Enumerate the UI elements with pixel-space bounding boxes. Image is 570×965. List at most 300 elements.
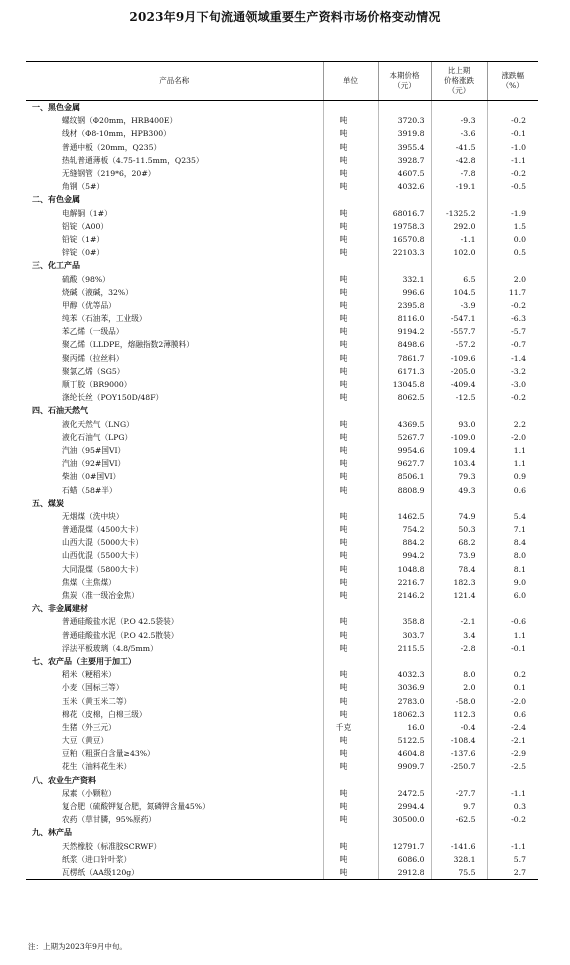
- cell-unit: 吨: [323, 127, 378, 140]
- cell-price: 5122.5: [378, 734, 431, 747]
- cell-pct: 0.5: [487, 246, 538, 259]
- cell-change: -57.2: [431, 338, 487, 351]
- cell-change: 182.3: [431, 576, 487, 589]
- table-row: [26, 483, 538, 496]
- cell-name: 焦炭（准一级冶金焦）: [62, 591, 139, 601]
- cell-change: [431, 497, 487, 510]
- cell-unit: [323, 602, 378, 615]
- cell-pct: -0.2: [487, 391, 538, 404]
- cell-price: 2115.5: [378, 642, 431, 655]
- cell-change: [431, 259, 487, 272]
- cell-change: -0.4: [431, 721, 487, 734]
- cell-price: 1462.5: [378, 510, 431, 523]
- cell-change: -1.1: [431, 233, 487, 246]
- cell-pct: 2.2: [487, 418, 538, 431]
- cell-unit: [323, 497, 378, 510]
- table-row: [26, 207, 538, 220]
- cell-name: 大豆（黄豆）: [62, 736, 109, 746]
- cell-unit: 吨: [323, 207, 378, 220]
- cell-change: 109.4: [431, 444, 487, 457]
- cell-pct: 9.0: [487, 576, 538, 589]
- cell-name: 汽油（95#国VI）: [62, 445, 126, 455]
- cell-change: 6.5: [431, 272, 487, 285]
- cell-price: [378, 193, 431, 206]
- cell-price: 754.2: [378, 523, 431, 536]
- cell-change: 78.4: [431, 563, 487, 576]
- cell-unit: 吨: [323, 141, 378, 154]
- cell-unit: 吨: [323, 338, 378, 351]
- cell-unit: 吨: [323, 760, 378, 773]
- table-row: [26, 563, 538, 576]
- cell-price: [378, 655, 431, 668]
- cell-name: 浮法平板玻璃（4.8/5mm）: [62, 643, 158, 653]
- category-label: 三、化工产品: [32, 261, 80, 271]
- table-row: [26, 286, 538, 299]
- cell-pct: 0.6: [487, 483, 538, 496]
- cell-unit: 吨: [323, 523, 378, 536]
- cell-change: [431, 101, 487, 115]
- cell-pct: 7.1: [487, 523, 538, 536]
- cell-pct: [487, 404, 538, 417]
- cell-unit: 吨: [323, 180, 378, 193]
- cell-price: 884.2: [378, 536, 431, 549]
- cell-name: 焦煤（主焦煤）: [62, 577, 116, 587]
- cell-price: 4604.8: [378, 747, 431, 760]
- cell-change: -3.9: [431, 299, 487, 312]
- table-row: [26, 444, 538, 457]
- cell-price: [378, 101, 431, 115]
- header-name: 产品名称: [26, 62, 323, 101]
- cell-price: 4369.5: [378, 418, 431, 431]
- cell-change: -250.7: [431, 760, 487, 773]
- cell-change: -7.8: [431, 167, 487, 180]
- cell-pct: 2.7: [487, 866, 538, 880]
- cell-price: 5267.7: [378, 431, 431, 444]
- header-pct: 涨跌幅 （%）: [487, 62, 538, 101]
- cell-unit: 吨: [323, 154, 378, 167]
- cell-pct: 1.1: [487, 629, 538, 642]
- cell-unit: 吨: [323, 220, 378, 233]
- cell-unit: 吨: [323, 840, 378, 853]
- cell-pct: -1.9: [487, 207, 538, 220]
- cell-unit: [323, 259, 378, 272]
- cell-price: 2216.7: [378, 576, 431, 589]
- cell-name: 生猪（外三元）: [62, 722, 116, 732]
- cell-name: 天然橡胶（标准胶SCRWF）: [62, 841, 162, 851]
- cell-price: 3928.7: [378, 154, 431, 167]
- cell-name: 螺纹钢（Φ20mm，HRB400E）: [62, 116, 178, 126]
- table-row: [26, 576, 538, 589]
- header-unit: 单位: [323, 62, 378, 101]
- table-row: [26, 615, 538, 628]
- cell-pct: 5.7: [487, 853, 538, 866]
- cell-pct: -6.3: [487, 312, 538, 325]
- cell-price: [378, 259, 431, 272]
- cell-name: 液化天然气（LNG）: [62, 419, 134, 429]
- cell-name: 涤纶长丝（POY150D/48F）: [62, 393, 164, 403]
- cell-price: 8062.5: [378, 391, 431, 404]
- cell-price: 19758.3: [378, 220, 431, 233]
- cell-change: -109.6: [431, 352, 487, 365]
- cell-change: -409.4: [431, 378, 487, 391]
- cell-unit: 吨: [323, 272, 378, 285]
- cell-unit: [323, 655, 378, 668]
- category-label: 四、石油天然气: [32, 406, 88, 416]
- cell-unit: 吨: [323, 800, 378, 813]
- cell-name: 锌锭（0#）: [62, 248, 105, 258]
- category-label: 八、农业生产资料: [32, 775, 96, 785]
- cell-change: 104.5: [431, 286, 487, 299]
- table-row: [26, 668, 538, 681]
- cell-name: 汽油（92#国VI）: [62, 459, 126, 469]
- cell-name: 山西大混（5000大卡）: [62, 538, 144, 548]
- cell-price: 3036.9: [378, 681, 431, 694]
- cell-name: 复合肥（硫酸钾复合肥，氮磷钾含量45%）: [62, 802, 210, 812]
- cell-price: 16.0: [378, 721, 431, 734]
- cell-unit: 千克: [323, 721, 378, 734]
- table-row: [26, 352, 538, 365]
- cell-unit: 吨: [323, 418, 378, 431]
- cell-change: [431, 193, 487, 206]
- cell-pct: -1.0: [487, 141, 538, 154]
- cell-pct: 0.1: [487, 681, 538, 694]
- table-row: [26, 470, 538, 483]
- cell-price: 303.7: [378, 629, 431, 642]
- cell-unit: 吨: [323, 391, 378, 404]
- table-row: [26, 787, 538, 800]
- cell-price: 9954.6: [378, 444, 431, 457]
- cell-change: -1325.2: [431, 207, 487, 220]
- cell-price: 18062.3: [378, 708, 431, 721]
- category-row: [26, 101, 538, 115]
- cell-name: 苯乙烯（一级品）: [62, 327, 124, 337]
- cell-name: 普通硅酸盐水泥（P.O 42.5散装）: [62, 630, 179, 640]
- cell-price: 2994.4: [378, 800, 431, 813]
- table-row: [26, 127, 538, 140]
- cell-name: 普通硅酸盐水泥（P.O 42.5袋装）: [62, 617, 179, 627]
- cell-change: [431, 774, 487, 787]
- cell-pct: -0.1: [487, 642, 538, 655]
- cell-change: -141.6: [431, 840, 487, 853]
- cell-unit: 吨: [323, 747, 378, 760]
- cell-name: 稻米（粳稻米）: [62, 670, 116, 680]
- cell-change: [431, 655, 487, 668]
- cell-unit: 吨: [323, 457, 378, 470]
- cell-price: 12791.7: [378, 840, 431, 853]
- cell-unit: 吨: [323, 444, 378, 457]
- cell-name: 线材（Φ8-10mm，HPB300）: [62, 129, 171, 139]
- cell-price: 9194.2: [378, 325, 431, 338]
- cell-name: 普通混煤（4500大卡）: [62, 525, 144, 535]
- table-row: [26, 391, 538, 404]
- cell-unit: 吨: [323, 167, 378, 180]
- table-row: [26, 800, 538, 813]
- cell-change: -205.0: [431, 365, 487, 378]
- cell-pct: -0.2: [487, 114, 538, 127]
- cell-change: 112.3: [431, 708, 487, 721]
- cell-price: 1048.8: [378, 563, 431, 576]
- cell-change: -557.7: [431, 325, 487, 338]
- cell-change: -3.6: [431, 127, 487, 140]
- cell-name: 花生（油料花生米）: [62, 762, 132, 772]
- cell-unit: 吨: [323, 694, 378, 707]
- table-row: [26, 853, 538, 866]
- cell-unit: 吨: [323, 536, 378, 549]
- table-row: [26, 180, 538, 193]
- cell-unit: 吨: [323, 378, 378, 391]
- cell-price: 2146.2: [378, 589, 431, 602]
- cell-name: 烧碱（液碱，32%）: [62, 287, 133, 297]
- cell-pct: 1.5: [487, 220, 538, 233]
- price-table: [26, 61, 538, 880]
- cell-name: 甲醇（优等品）: [62, 300, 116, 310]
- header-price: 本期价格 （元）: [378, 62, 431, 101]
- cell-name: 山西优混（5500大卡）: [62, 551, 144, 561]
- table-row: [26, 694, 538, 707]
- table-row: [26, 233, 538, 246]
- cell-unit: 吨: [323, 233, 378, 246]
- cell-change: [431, 602, 487, 615]
- cell-change: 93.0: [431, 418, 487, 431]
- cell-change: -62.5: [431, 813, 487, 826]
- cell-change: -108.4: [431, 734, 487, 747]
- cell-price: [378, 826, 431, 839]
- table-row: [26, 325, 538, 338]
- cell-pct: -0.2: [487, 167, 538, 180]
- cell-name: 玉米（黄玉米二等）: [62, 696, 132, 706]
- cell-name: 聚氯乙烯（SG5）: [62, 366, 125, 376]
- cell-pct: 0.3: [487, 800, 538, 813]
- cell-unit: 吨: [323, 681, 378, 694]
- cell-unit: 吨: [323, 576, 378, 589]
- cell-change: -2.1: [431, 615, 487, 628]
- table-row: [26, 167, 538, 180]
- cell-unit: 吨: [323, 286, 378, 299]
- cell-name: 液化石油气（LPG）: [62, 432, 133, 442]
- category-label: 五、煤炭: [32, 498, 64, 508]
- category-row: [26, 826, 538, 839]
- cell-unit: [323, 404, 378, 417]
- table-row: [26, 299, 538, 312]
- cell-unit: 吨: [323, 866, 378, 880]
- cell-change: 292.0: [431, 220, 487, 233]
- cell-unit: 吨: [323, 312, 378, 325]
- cell-price: 4032.3: [378, 668, 431, 681]
- category-row: [26, 404, 538, 417]
- cell-price: 30500.0: [378, 813, 431, 826]
- cell-unit: [323, 826, 378, 839]
- cell-name: 普通中板（20mm，Q235）: [62, 142, 162, 152]
- cell-unit: 吨: [323, 246, 378, 259]
- cell-price: 8808.9: [378, 483, 431, 496]
- cell-change: -58.0: [431, 694, 487, 707]
- cell-unit: 吨: [323, 325, 378, 338]
- cell-change: 103.4: [431, 457, 487, 470]
- cell-unit: 吨: [323, 708, 378, 721]
- cell-change: -9.3: [431, 114, 487, 127]
- cell-change: 68.2: [431, 536, 487, 549]
- cell-change: -12.5: [431, 391, 487, 404]
- cell-change: -547.1: [431, 312, 487, 325]
- cell-pct: -2.1: [487, 734, 538, 747]
- table-row: [26, 721, 538, 734]
- cell-unit: 吨: [323, 549, 378, 562]
- cell-name: 无烟煤（洗中块）: [62, 511, 124, 521]
- table-row: [26, 523, 538, 536]
- cell-pct: -3.2: [487, 365, 538, 378]
- cell-unit: 吨: [323, 352, 378, 365]
- cell-unit: 吨: [323, 365, 378, 378]
- cell-change: -41.5: [431, 141, 487, 154]
- cell-unit: 吨: [323, 563, 378, 576]
- cell-unit: [323, 774, 378, 787]
- cell-unit: 吨: [323, 642, 378, 655]
- cell-unit: 吨: [323, 629, 378, 642]
- cell-name: 农药（草甘膦，95%原药）: [62, 815, 156, 825]
- cell-name: 无缝钢管（219*6，20#）: [62, 169, 156, 179]
- table-row: [26, 642, 538, 655]
- cell-pct: 0.0: [487, 233, 538, 246]
- cell-pct: -1.1: [487, 840, 538, 853]
- category-label: 九、林产品: [32, 828, 72, 838]
- cell-name: 电解铜（1#）: [62, 208, 112, 218]
- cell-unit: 吨: [323, 114, 378, 127]
- category-label: 七、农产品（主要用于加工）: [32, 656, 136, 666]
- cell-price: 8498.6: [378, 338, 431, 351]
- category-row: [26, 774, 538, 787]
- table-row: [26, 365, 538, 378]
- cell-price: 3720.3: [378, 114, 431, 127]
- category-row: [26, 497, 538, 510]
- table-row: [26, 708, 538, 721]
- cell-pct: -2.5: [487, 760, 538, 773]
- table-row: [26, 681, 538, 694]
- cell-pct: -1.4: [487, 352, 538, 365]
- cell-name: 热轧普通薄板（4.75-11.5mm，Q235）: [62, 155, 204, 165]
- cell-pct: 1.1: [487, 457, 538, 470]
- cell-pct: [487, 774, 538, 787]
- category-row: [26, 602, 538, 615]
- cell-price: 3955.4: [378, 141, 431, 154]
- cell-name: 豆粕（粗蛋白含量≥43%）: [62, 749, 155, 759]
- cell-pct: -0.5: [487, 180, 538, 193]
- cell-price: 4607.5: [378, 167, 431, 180]
- cell-price: [378, 404, 431, 417]
- cell-price: 8116.0: [378, 312, 431, 325]
- cell-change: 2.0: [431, 681, 487, 694]
- footnote: 注：上期为2023年9月中旬。: [28, 942, 127, 951]
- category-row: [26, 655, 538, 668]
- cell-price: 16570.8: [378, 233, 431, 246]
- cell-name: 纯苯（石油苯，工业级）: [62, 314, 147, 324]
- cell-price: 2783.0: [378, 694, 431, 707]
- cell-name: 石蜡（58#半）: [62, 485, 117, 495]
- cell-change: 79.3: [431, 470, 487, 483]
- cell-unit: 吨: [323, 299, 378, 312]
- cell-name: 纸浆（进口针叶浆）: [62, 854, 132, 864]
- cell-pct: [487, 193, 538, 206]
- cell-name: 尿素（小颗粒）: [62, 788, 116, 798]
- cell-pct: -0.1: [487, 127, 538, 140]
- cell-price: 2395.8: [378, 299, 431, 312]
- cell-unit: 吨: [323, 813, 378, 826]
- cell-pct: -0.2: [487, 299, 538, 312]
- cell-price: 9909.7: [378, 760, 431, 773]
- cell-change: 102.0: [431, 246, 487, 259]
- cell-unit: 吨: [323, 510, 378, 523]
- table-row: [26, 840, 538, 853]
- cell-unit: 吨: [323, 431, 378, 444]
- cell-price: 994.2: [378, 549, 431, 562]
- cell-change: 121.4: [431, 589, 487, 602]
- cell-change: 328.1: [431, 853, 487, 866]
- table-body: [26, 101, 538, 880]
- category-label: 二、有色金属: [32, 195, 80, 205]
- cell-pct: -2.0: [487, 431, 538, 444]
- cell-name: 柴油（0#国VI）: [62, 472, 121, 482]
- cell-name: 铅锭（1#）: [62, 234, 105, 244]
- cell-name: 小麦（国标三等）: [62, 683, 124, 693]
- cell-change: 75.5: [431, 866, 487, 880]
- cell-unit: 吨: [323, 615, 378, 628]
- cell-unit: 吨: [323, 734, 378, 747]
- cell-price: [378, 497, 431, 510]
- cell-name: 聚丙烯（拉丝料）: [62, 353, 124, 363]
- table-row: [26, 457, 538, 470]
- table-row: [26, 418, 538, 431]
- cell-pct: [487, 655, 538, 668]
- cell-price: 9627.7: [378, 457, 431, 470]
- cell-name: 铝锭（A00）: [62, 221, 109, 231]
- cell-change: 8.0: [431, 668, 487, 681]
- cell-unit: 吨: [323, 787, 378, 800]
- cell-pct: -5.7: [487, 325, 538, 338]
- cell-price: 6171.3: [378, 365, 431, 378]
- cell-price: 8506.1: [378, 470, 431, 483]
- cell-pct: 8.0: [487, 549, 538, 562]
- cell-change: 49.3: [431, 483, 487, 496]
- table-row: [26, 549, 538, 562]
- category-row: [26, 193, 538, 206]
- cell-name: 棉花（皮棉，白棉三级）: [62, 709, 147, 719]
- cell-unit: 吨: [323, 470, 378, 483]
- table-row: [26, 114, 538, 127]
- cell-price: [378, 602, 431, 615]
- table-header: [26, 62, 538, 101]
- table-row: [26, 272, 538, 285]
- cell-unit: 吨: [323, 589, 378, 602]
- table-row: [26, 312, 538, 325]
- cell-pct: -0.2: [487, 813, 538, 826]
- table-row: [26, 813, 538, 826]
- cell-change: 50.3: [431, 523, 487, 536]
- cell-change: -2.8: [431, 642, 487, 655]
- cell-pct: 6.0: [487, 589, 538, 602]
- cell-pct: -0.7: [487, 338, 538, 351]
- cell-pct: [487, 602, 538, 615]
- cell-unit: 吨: [323, 853, 378, 866]
- table-row: [26, 589, 538, 602]
- table-row: [26, 747, 538, 760]
- cell-unit: 吨: [323, 668, 378, 681]
- cell-change: 3.4: [431, 629, 487, 642]
- cell-pct: [487, 101, 538, 115]
- table-row: [26, 431, 538, 444]
- cell-price: 13045.8: [378, 378, 431, 391]
- table-row: [26, 378, 538, 391]
- cell-pct: -2.0: [487, 694, 538, 707]
- cell-change: 74.9: [431, 510, 487, 523]
